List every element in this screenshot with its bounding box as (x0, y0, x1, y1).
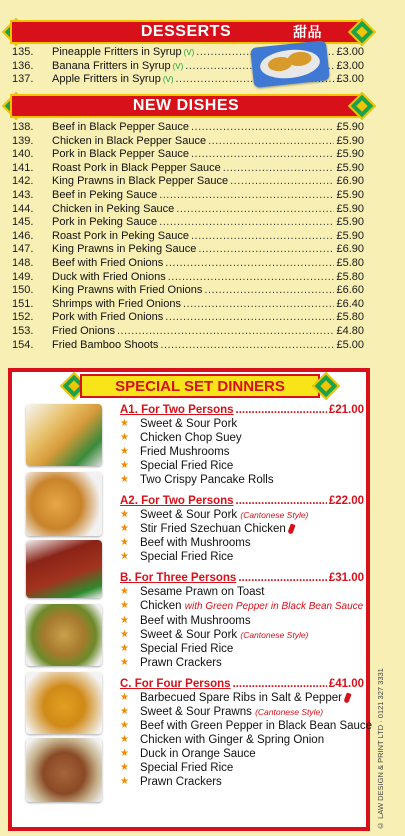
set-item-name: Sesame Prawn on Toast (140, 586, 265, 598)
item-price: £6.90 (336, 175, 364, 188)
dot-leader (208, 135, 334, 149)
star-icon: ★ (120, 474, 129, 485)
set-item (120, 445, 364, 459)
desserts-banner (10, 20, 362, 44)
item-name: Roast Pork in Black Pepper Sauce (52, 161, 221, 174)
dot-leader (159, 189, 334, 203)
chili-icon (343, 692, 351, 703)
item-number: 145. (12, 216, 34, 229)
star-icon: ★ (120, 657, 129, 668)
menu-item (12, 121, 364, 135)
item-number: 150. (12, 284, 34, 297)
item-price: £5.80 (336, 270, 364, 283)
star-icon: ★ (120, 615, 129, 626)
item-price: £5.90 (336, 121, 364, 133)
dot-leader (198, 243, 334, 257)
item-number: 137. (12, 73, 34, 86)
menu-item (12, 257, 364, 271)
item-price: £6.90 (336, 243, 364, 256)
menu-item (12, 339, 364, 353)
set-menu (120, 403, 364, 487)
style-note: (Cantonese Style) (255, 707, 324, 717)
set-menu (120, 571, 364, 670)
item-price: £5.80 (336, 311, 364, 324)
style-note: (Cantonese Style) (240, 510, 309, 520)
star-icon: ★ (120, 776, 129, 787)
menu-item (12, 325, 364, 339)
set-item-name: Barbecued Spare Ribs in Salt & Pepper (140, 692, 343, 704)
set-header (120, 571, 364, 585)
vegetarian-mark: (V) (172, 61, 184, 71)
menu-item (12, 135, 364, 149)
item-number: 147. (12, 243, 34, 256)
dot-leader (168, 271, 335, 285)
item-name: Chicken in Peking Sauce (52, 202, 175, 215)
item-name: Roast Pork in Peking Sauce (52, 229, 189, 242)
dot-leader (176, 203, 334, 217)
set-item (120, 473, 364, 487)
item-price: £5.90 (336, 216, 364, 229)
printer-credit: © LAW DESIGN & PRINT LTD · 0121 327 3331 (376, 668, 385, 830)
item-price: £6.60 (336, 284, 364, 297)
item-name: Pineapple Fritters in Syrup (52, 46, 182, 58)
item-price: £5.90 (336, 161, 364, 174)
menu-item (12, 230, 364, 244)
set-menu (120, 677, 373, 789)
set-header (120, 494, 364, 508)
item-name: King Prawns with Fried Onions (52, 284, 203, 297)
star-icon: ★ (120, 586, 129, 597)
star-icon: ★ (120, 418, 129, 429)
new-dishes-title: NEW DISHES (132, 97, 240, 114)
set-item-name: Beef with Mushrooms (140, 537, 251, 549)
set-item (120, 628, 364, 642)
set-items (120, 585, 364, 670)
style-note: with Green Pepper in Black Bean Sauce (184, 601, 364, 612)
set-item-name: Sweet & Sour Pork (140, 509, 238, 521)
item-name: Beef with Fried Onions (52, 256, 164, 269)
star-icon: ★ (120, 432, 129, 443)
item-number: 149. (12, 270, 34, 283)
set-item (120, 642, 364, 656)
dot-leader (165, 257, 334, 271)
set-label: A2. For Two Persons (120, 495, 234, 507)
set-item (120, 550, 364, 564)
set-item (120, 431, 364, 445)
set-item (120, 719, 373, 733)
set-item (120, 656, 364, 670)
desserts-title: DESSERTS (140, 23, 232, 40)
item-number: 141. (12, 161, 34, 174)
set-item-name: Sweet & Sour Pork (140, 629, 238, 641)
set-item-name: Duck in Orange Sauce (140, 748, 256, 760)
set-item-name: Chicken Chop Suey (140, 432, 242, 444)
star-icon: ★ (120, 762, 129, 773)
set-item-name: Prawn Crackers (140, 776, 222, 788)
vegetarian-mark: (V) (183, 48, 195, 57)
set-item-name: Two Crispy Pancake Rolls (140, 474, 274, 486)
item-name: Shrimps with Fried Onions (52, 297, 181, 310)
dot-leader (160, 339, 334, 353)
set-item (120, 747, 364, 761)
set-header (120, 403, 364, 417)
item-price: £5.90 (336, 188, 364, 201)
item-number: 148. (12, 256, 34, 269)
set-label: C. For Four Persons (120, 678, 231, 690)
item-price: £5.90 (336, 148, 364, 161)
item-price: £3.00 (336, 73, 364, 86)
item-price: £5.90 (336, 202, 364, 215)
item-price: £5.90 (336, 229, 364, 242)
set-item-name: Special Fried Rice (140, 551, 234, 563)
item-price: £5.90 (336, 134, 364, 147)
dot-leader (233, 677, 327, 691)
star-icon: ★ (120, 509, 129, 520)
dot-leader (191, 121, 334, 135)
item-number: 135. (12, 46, 34, 58)
dot-leader (236, 403, 327, 417)
item-price: £6.40 (336, 297, 364, 310)
new-dishes-banner (10, 94, 362, 118)
star-icon: ★ (120, 720, 129, 731)
dot-leader (159, 216, 334, 230)
item-name: Fried Bamboo Shoots (52, 338, 159, 351)
item-number: 138. (12, 121, 34, 133)
dot-leader (165, 311, 334, 325)
photo-curry-dish (26, 672, 102, 734)
item-number: 152. (12, 311, 34, 324)
special-set-title: SPECIAL SET DINNERS (115, 377, 285, 395)
item-name: Chicken in Black Pepper Sauce (52, 134, 207, 147)
set-item (120, 585, 364, 599)
set-item (120, 733, 364, 747)
item-name: Banana Fritters in Syrup (52, 59, 171, 72)
menu-item (12, 203, 364, 217)
desserts-chinese: 甜品 (293, 24, 322, 40)
set-item-name: Chicken with Ginger & Spring Onion (140, 734, 325, 746)
set-item-name: Special Fried Rice (140, 460, 234, 472)
set-item-name: Sweet & Sour Prawns (140, 706, 252, 718)
star-icon: ★ (120, 446, 129, 457)
photo-chicken-dish (26, 604, 102, 666)
item-number: 154. (12, 338, 34, 351)
set-item-name: Chicken (140, 600, 182, 612)
style-note: (Cantonese Style) (240, 630, 309, 640)
item-number: 140. (12, 148, 34, 161)
menu-item (12, 271, 364, 285)
item-number: 142. (12, 175, 34, 188)
set-item-name: Fried Mushrooms (140, 446, 230, 458)
chili-icon (287, 523, 295, 534)
star-icon: ★ (120, 643, 129, 654)
set-item (120, 691, 364, 705)
star-icon: ★ (120, 734, 129, 745)
menu-item (12, 311, 364, 325)
photo-beef-dish (26, 738, 102, 802)
item-number: 136. (12, 59, 34, 72)
set-item-name: Special Fried Rice (140, 643, 234, 655)
star-icon: ★ (120, 551, 129, 562)
dot-leader (191, 230, 335, 244)
set-price: £31.00 (328, 572, 364, 584)
menu-item (12, 175, 364, 189)
item-name: Pork with Fried Onions (52, 311, 164, 324)
star-icon: ★ (120, 600, 129, 611)
item-number: 146. (12, 229, 34, 242)
set-item (120, 761, 364, 775)
photo-spare-ribs (26, 540, 102, 598)
dot-leader (117, 325, 334, 339)
star-icon: ★ (120, 748, 129, 759)
set-item-name: Beef with Mushrooms (140, 615, 251, 627)
photo-wontons (26, 472, 102, 536)
set-menu (120, 494, 364, 564)
set-item-name: Sweet & Sour Pork (140, 418, 238, 430)
item-name: King Prawns in Peking Sauce (52, 243, 197, 256)
item-price: £3.00 (336, 46, 364, 58)
special-set-banner (80, 374, 320, 398)
menu-item (12, 284, 364, 298)
item-price: £3.00 (336, 59, 364, 72)
item-number: 153. (12, 324, 34, 337)
set-item-name: Prawn Crackers (140, 657, 222, 669)
set-items (120, 691, 373, 789)
menu-item (12, 216, 364, 230)
item-number: 143. (12, 188, 34, 201)
star-icon: ★ (120, 460, 129, 471)
item-name: Duck with Fried Onions (52, 270, 166, 283)
vegetarian-mark: (V) (162, 75, 174, 85)
set-item (120, 508, 364, 522)
photo-spring-rolls (26, 404, 102, 466)
dot-leader (236, 494, 327, 508)
menu-item (12, 189, 364, 203)
item-name: Fried Onions (52, 324, 115, 337)
set-label: B. For Three Persons (120, 572, 237, 584)
item-name: Pork in Black Pepper Sauce (52, 148, 189, 161)
item-price: £4.80 (336, 324, 364, 337)
item-price: £5.00 (336, 338, 364, 351)
dot-leader (191, 148, 335, 162)
set-item (120, 614, 364, 628)
set-item (120, 459, 364, 473)
set-items (120, 508, 364, 564)
item-number: 139. (12, 134, 34, 147)
new-dishes-list (12, 121, 364, 352)
star-icon: ★ (120, 692, 129, 703)
menu-item (12, 148, 364, 162)
set-label: A1. For Two Persons (120, 404, 234, 416)
set-item (120, 599, 364, 614)
menu-item (12, 298, 364, 312)
item-name: Beef in Black Pepper Sauce (52, 121, 189, 133)
set-price: £21.00 (328, 404, 364, 416)
item-name: King Prawns in Black Pepper Sauce (52, 175, 229, 188)
set-item (120, 522, 364, 536)
set-item-name: Beef with Green Pepper in Black Bean Sauce (140, 720, 373, 732)
set-item (120, 775, 364, 789)
item-number: 144. (12, 202, 34, 215)
dessert-photo (250, 40, 330, 88)
set-item (120, 536, 364, 550)
star-icon: ★ (120, 537, 129, 548)
set-item-name: Special Fried Rice (140, 762, 234, 774)
set-header (120, 677, 364, 691)
dot-leader (230, 175, 334, 189)
star-icon: ★ (120, 706, 129, 717)
dot-leader (204, 284, 334, 298)
dot-leader (223, 162, 335, 176)
set-price: £41.00 (328, 678, 364, 690)
item-name: Pork in Peking Sauce (52, 216, 158, 229)
dot-leader (238, 571, 327, 585)
star-icon: ★ (120, 523, 129, 534)
star-icon: ★ (120, 629, 129, 640)
dot-leader (183, 298, 334, 312)
set-item (120, 705, 364, 719)
menu-item (12, 243, 364, 257)
item-number: 151. (12, 297, 34, 310)
set-item-name: Stir Fried Szechuan Chicken (140, 523, 286, 535)
menu-item (12, 162, 364, 176)
set-price: £22.00 (328, 495, 364, 507)
item-name: Apple Fritters in Syrup (52, 73, 161, 86)
set-item (120, 417, 364, 431)
set-items (120, 417, 364, 487)
item-price: £5.80 (336, 256, 364, 269)
item-name: Beef in Peking Sauce (52, 188, 158, 201)
